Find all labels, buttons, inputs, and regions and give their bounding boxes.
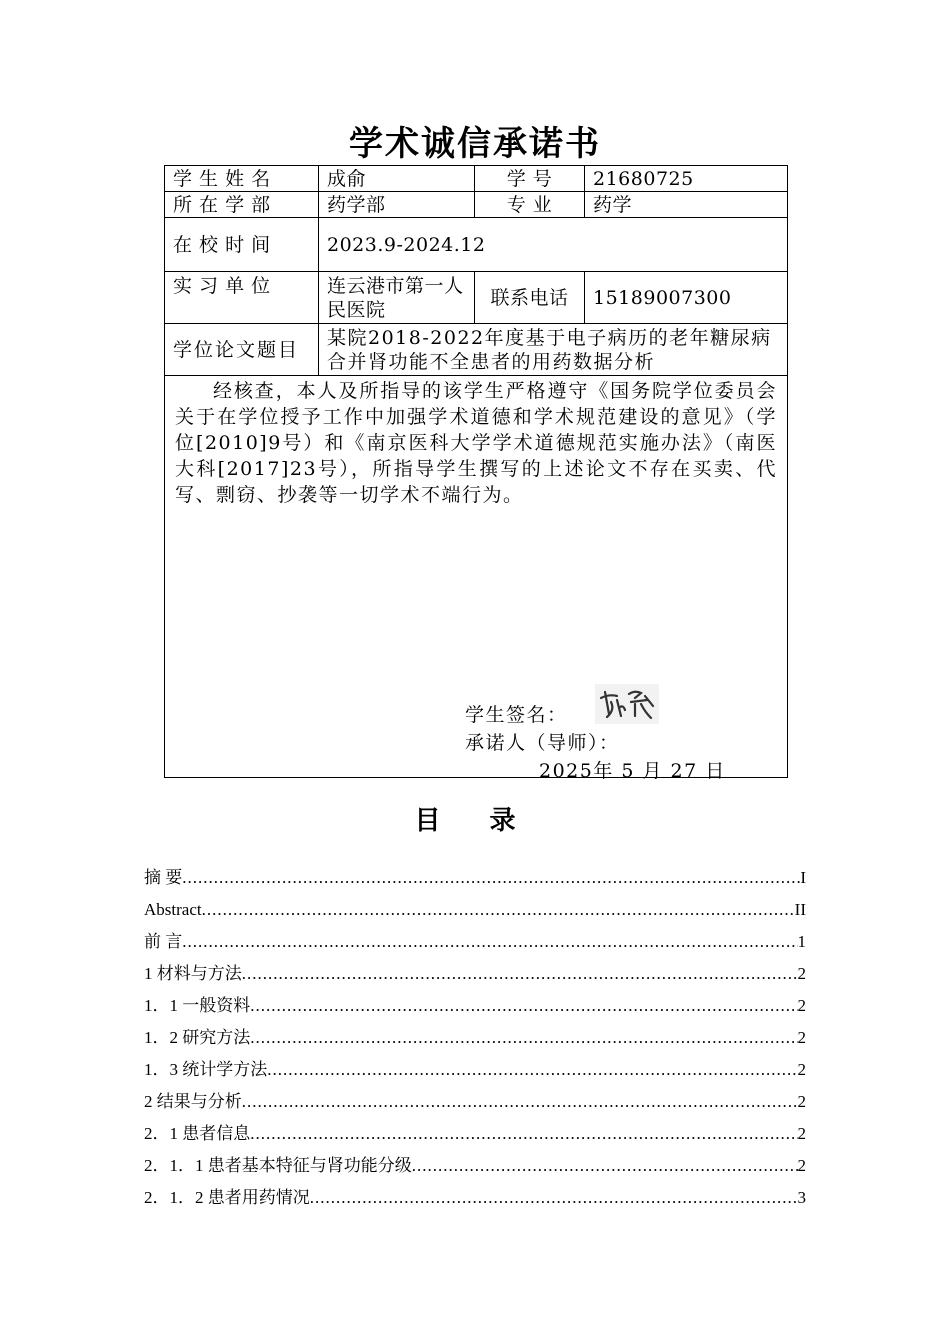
toc-entry-page: II: [794, 900, 806, 919]
toc-entry-label: 前 言: [144, 932, 183, 951]
major-value: 药学: [585, 192, 788, 218]
toc-entry-page: 2: [797, 1124, 806, 1143]
toc-entry-label: 1 材料与方法: [144, 964, 242, 983]
toc-leader-dots: [250, 1118, 797, 1150]
internship-value: 连云港市第一人民医院: [319, 272, 475, 324]
department-label: 所 在 学 部: [165, 192, 319, 218]
internship-label: 实 习 单 位: [165, 272, 319, 324]
toc-entry-label: Abstract: [144, 900, 202, 919]
toc-leader-dots: [182, 862, 800, 894]
toc-entry-page: 1: [797, 932, 806, 951]
toc-entry-preface[interactable]: [144, 926, 806, 958]
period-label: 在 校 时 间: [165, 218, 319, 272]
student-signature-label: 学生签名：: [465, 704, 568, 726]
toc-leader-dots: [202, 894, 795, 926]
toc-entry-results[interactable]: [144, 1086, 806, 1118]
student-id-label: 学 号: [475, 166, 585, 192]
period-value: 2023.9-2024.12: [319, 218, 788, 272]
supervisor-label: 承诺人（导师）：: [465, 732, 620, 754]
toc-entry-statistics[interactable]: [144, 1054, 806, 1086]
toc-entry-abstract-en[interactable]: [144, 894, 806, 926]
toc-entry-page: 2: [797, 996, 806, 1015]
document-title: 学术诚信承诺书: [349, 124, 601, 164]
toc-leader-dots: [182, 926, 797, 958]
toc-leader-dots: [250, 990, 797, 1022]
toc-entry-label: 2．1．2 患者用药情况: [144, 1188, 310, 1207]
thesis-label: 学位论文题目: [165, 324, 319, 376]
toc-entry-page: 2: [797, 1060, 806, 1079]
toc-entry-general-info[interactable]: [144, 990, 806, 1022]
toc-entry-page: 2: [797, 1156, 806, 1175]
toc-leader-dots: [242, 1086, 798, 1118]
major-label: 专 业: [475, 192, 585, 218]
student-id-value: 21680725: [585, 166, 788, 192]
toc-entry-label: 2．1．1 患者基本特征与肾功能分级: [144, 1156, 412, 1175]
department-value: 药学部: [319, 192, 475, 218]
toc-leader-dots: [242, 958, 798, 990]
toc-entry-page: 2: [797, 964, 806, 983]
phone-label: 联系电话: [475, 272, 585, 324]
name-value: 成俞: [319, 166, 475, 192]
toc-entry-label: 2．1 患者信息: [144, 1124, 251, 1143]
signature-block: [465, 701, 726, 785]
row-department: [165, 192, 788, 218]
phone-value: 15189007300: [585, 272, 788, 324]
toc-entry-abstract-cn[interactable]: [144, 862, 806, 894]
commitment-text: 经核查，本人及所指导的该学生严格遵守《国务院学位委员会关于在学位授予工作中加强学术道德和学术规范建设的意见》（学位[2010]9号）和《南京医科大学学术道德规范实施办法》（南医大科[2017]23号），所指导学生撰写的上述论文不存在买卖、代写、剽窃、抄袭等一切学术不端行为。: [175, 380, 777, 506]
name-label: 学 生 姓 名: [165, 166, 319, 192]
toc-entry-page: 2: [797, 1028, 806, 1047]
toc-entry-research-methods[interactable]: [144, 1022, 806, 1054]
toc-leader-dots: [412, 1150, 798, 1182]
toc-leader-dots: [267, 1054, 797, 1086]
toc-entry-page: 3: [797, 1188, 806, 1207]
toc-entry-label: 1．1 一般资料: [144, 996, 251, 1015]
table-of-contents: [144, 862, 806, 1214]
toc-entry-page: 2: [797, 1092, 806, 1111]
row-internship: [165, 272, 788, 324]
integrity-form-table: [164, 165, 788, 782]
row-thesis: [165, 324, 788, 376]
toc-entry-label: 1．3 统计学方法: [144, 1060, 268, 1079]
row-name: [165, 166, 788, 192]
row-commitment: [165, 376, 788, 778]
toc-entry-label: 摘 要: [144, 868, 183, 887]
toc-leader-dots: [250, 1022, 797, 1054]
toc-entry-patient-characteristics[interactable]: [144, 1150, 806, 1182]
toc-entry-label: 1．2 研究方法: [144, 1028, 251, 1047]
toc-entry-page: I: [800, 868, 806, 887]
toc-entry-label: 2 结果与分析: [144, 1092, 242, 1111]
commitment-cell: [165, 376, 788, 782]
toc-leader-dots: [310, 1182, 798, 1214]
toc-entry-medication[interactable]: [144, 1182, 806, 1214]
row-period: [165, 218, 788, 272]
toc-entry-patient-info[interactable]: [144, 1118, 806, 1150]
toc-title: 目 录: [414, 806, 536, 836]
toc-entry-methods[interactable]: [144, 958, 806, 990]
commitment-date: 2025年 5 月 27 日: [539, 760, 726, 782]
thesis-title: 某院2018-2022年度基于电子病历的老年糖尿病合并肾功能不全患者的用药数据分析: [319, 324, 788, 376]
